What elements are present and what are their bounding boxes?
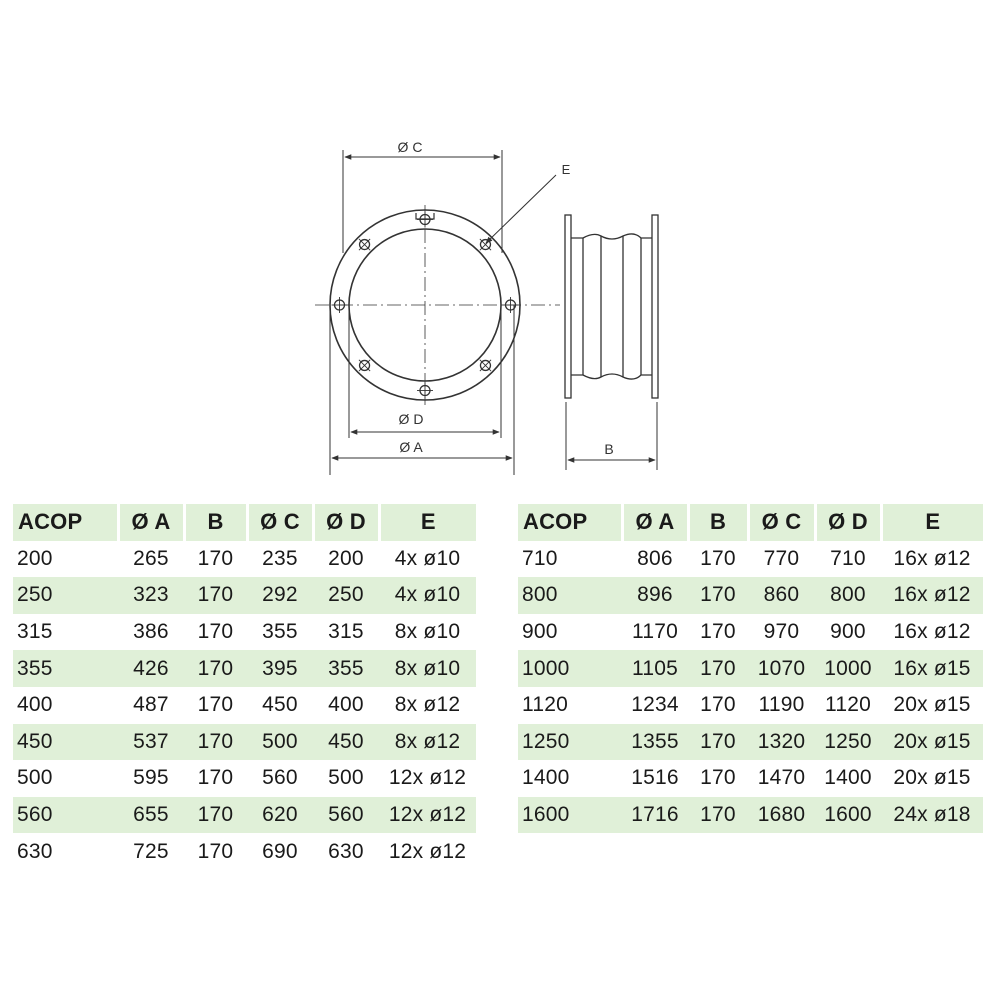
table-cell: 630 [17, 839, 53, 863]
table-row [13, 797, 476, 834]
table-cell: 170 [197, 656, 234, 680]
table-cell: 170 [197, 729, 234, 753]
table-cell: 170 [197, 693, 234, 717]
table-cell: 170 [197, 620, 234, 644]
label-dia-a: Ø A [399, 439, 423, 455]
table-cell: 1250 [824, 729, 872, 753]
table-cell: 860 [763, 583, 800, 607]
table-cell: 24x ø18 [893, 803, 971, 827]
table-cell: 426 [133, 656, 169, 680]
table-cell: 1680 [757, 803, 806, 827]
table-cell: 595 [133, 766, 169, 790]
table-cell: 710 [522, 546, 558, 570]
table-cell: 170 [197, 766, 234, 790]
column-header: E [925, 509, 941, 535]
right-flange-plate [652, 215, 658, 398]
table-cell: 1355 [631, 729, 679, 753]
table-cell: 12x ø12 [388, 803, 467, 827]
column-header: B [688, 504, 748, 541]
table-cell: 20x ø15 [893, 693, 971, 717]
table-cell: 386 [133, 620, 169, 644]
table-cell: 655 [133, 803, 169, 827]
table-row [13, 541, 476, 578]
table-cell: 250 [328, 583, 364, 607]
table-cell: 265 [133, 546, 169, 570]
column-header: Ø C [748, 504, 815, 541]
table-cell: 355 [328, 656, 364, 680]
table-cell: 170 [197, 803, 234, 827]
table-cell: 170 [197, 546, 234, 570]
leader-line-e [486, 175, 556, 243]
table-cell: 400 [328, 693, 364, 717]
table-cell: 1234 [631, 693, 679, 717]
table-body-right [518, 541, 983, 834]
table-cell: 8x ø12 [394, 729, 461, 753]
bolt-hole [480, 360, 491, 371]
table-cell: 8x ø10 [394, 656, 461, 680]
table-cell: 630 [328, 839, 364, 863]
column-header: ACOP [13, 504, 118, 541]
table-row [518, 760, 983, 797]
bolt-hole [332, 297, 348, 313]
table-cell: 170 [700, 583, 736, 607]
table-cell: 355 [17, 656, 53, 680]
table-cell: 770 [763, 546, 800, 570]
table-cell: 450 [328, 729, 364, 753]
label-e: E [561, 162, 571, 177]
label-b: B [604, 441, 614, 457]
bolt-hole [480, 239, 491, 250]
table-cell: 1600 [522, 803, 570, 827]
table-cell: 500 [17, 766, 53, 790]
table-cell: 235 [262, 546, 298, 570]
table-cell: 170 [700, 729, 736, 753]
table-cell: 450 [262, 693, 298, 717]
table-cell: 806 [637, 546, 673, 570]
left-flange-plate [565, 215, 571, 398]
flange-side-view [565, 215, 658, 470]
table-cell: 170 [700, 656, 736, 680]
bolt-hole [503, 297, 519, 313]
table-cell: 620 [262, 803, 298, 827]
table-cell: 560 [17, 803, 53, 827]
table-cell: 560 [262, 766, 298, 790]
bolt-hole [359, 239, 370, 250]
table-cell: 1600 [824, 803, 872, 827]
table-cell: 1470 [757, 766, 806, 790]
label-dia-c: Ø C [397, 139, 423, 155]
table-body-left [13, 541, 476, 870]
table-row [518, 541, 983, 578]
table-cell: 690 [262, 839, 298, 863]
table-cell: 12x ø12 [388, 766, 467, 790]
dimension-lines [330, 150, 556, 475]
table-row [13, 687, 476, 724]
table-cell: 20x ø15 [893, 729, 971, 753]
table-cell: 1120 [825, 693, 871, 717]
table-cell: 487 [133, 693, 169, 717]
table-cell: 170 [197, 839, 234, 863]
table-cell: 1400 [824, 766, 872, 790]
table-cell: 560 [328, 803, 364, 827]
table-cell: 1400 [522, 766, 570, 790]
technical-drawing [0, 0, 1000, 490]
table-cell: 315 [17, 620, 53, 644]
table-row [518, 687, 983, 724]
flange-front-view [315, 205, 560, 405]
table-cell: 170 [197, 583, 234, 607]
table-cell: 1516 [631, 766, 679, 790]
table-cell: 1716 [631, 803, 679, 827]
table-row [518, 650, 983, 687]
column-header: ACOP [518, 504, 622, 541]
table-cell: 1170 [632, 620, 678, 644]
table-cell: 355 [262, 620, 298, 644]
table-cell: 1190 [758, 693, 805, 717]
table-cell: 4x ø10 [394, 546, 461, 570]
table-cell: 1000 [824, 656, 872, 680]
table-row [518, 724, 983, 761]
bolt-hole [417, 383, 433, 399]
table-row [13, 724, 476, 761]
table-row [13, 760, 476, 797]
table-cell: 896 [637, 583, 673, 607]
bolt-hole [417, 212, 433, 228]
table-cell: 800 [830, 583, 866, 607]
table-row [13, 614, 476, 651]
table-cell: 710 [830, 546, 866, 570]
table-cell: 16x ø12 [893, 620, 971, 644]
table-cell: 323 [133, 583, 169, 607]
table-cell: 170 [700, 766, 736, 790]
table-cell: 250 [17, 583, 53, 607]
table-cell: 16x ø15 [893, 656, 971, 680]
table-cell: 200 [328, 546, 364, 570]
table-cell: 725 [133, 839, 169, 863]
table-cell: 900 [830, 620, 866, 644]
table-cell: 1070 [757, 656, 806, 680]
table-header-row [518, 504, 983, 541]
table-cell: 537 [133, 729, 169, 753]
table-cell: 1120 [522, 693, 568, 717]
table-cell: 500 [328, 766, 364, 790]
table-cell: 400 [17, 693, 53, 717]
table-header-row [13, 504, 476, 541]
table-cell: 450 [17, 729, 53, 753]
bolt-hole [359, 360, 370, 371]
table-cell: 970 [763, 620, 800, 644]
column-header: Ø A [622, 504, 688, 541]
column-header: Ø C [247, 504, 313, 541]
column-header: Ø D [815, 504, 881, 541]
table-cell: 8x ø12 [394, 693, 461, 717]
table-row [518, 797, 983, 834]
column-header: Ø D [313, 504, 379, 541]
table-cell: 12x ø12 [388, 839, 467, 863]
table-cell: 20x ø15 [893, 766, 971, 790]
table-cell: 170 [700, 620, 736, 644]
dimensions-table-left [13, 504, 476, 870]
table-cell: 170 [700, 546, 736, 570]
table-cell: 170 [700, 803, 736, 827]
table-cell: 900 [522, 620, 558, 644]
dimensions-table-right [518, 504, 983, 833]
column-header: E [420, 509, 436, 535]
table-cell: 1000 [522, 656, 570, 680]
table-cell: 1320 [757, 729, 806, 753]
table-cell: 4x ø10 [394, 583, 461, 607]
table-cell: 500 [262, 729, 298, 753]
table-cell: 315 [328, 620, 364, 644]
table-cell: 1105 [632, 656, 678, 680]
column-header: Ø A [118, 504, 184, 541]
table-row [13, 577, 476, 614]
table-cell: 292 [262, 583, 298, 607]
table-row [13, 833, 476, 870]
column-header: B [184, 504, 247, 541]
table-cell: 800 [522, 583, 558, 607]
table-cell: 395 [262, 656, 298, 680]
table-cell: 170 [700, 693, 736, 717]
table-cell: 16x ø12 [893, 583, 971, 607]
table-cell: 16x ø12 [893, 546, 971, 570]
table-row [518, 577, 983, 614]
table-row [518, 614, 983, 651]
table-cell: 1250 [522, 729, 570, 753]
label-dia-d: Ø D [398, 411, 424, 427]
table-row [13, 650, 476, 687]
table-cell: 8x ø10 [394, 620, 461, 644]
table-cell: 200 [17, 546, 53, 570]
